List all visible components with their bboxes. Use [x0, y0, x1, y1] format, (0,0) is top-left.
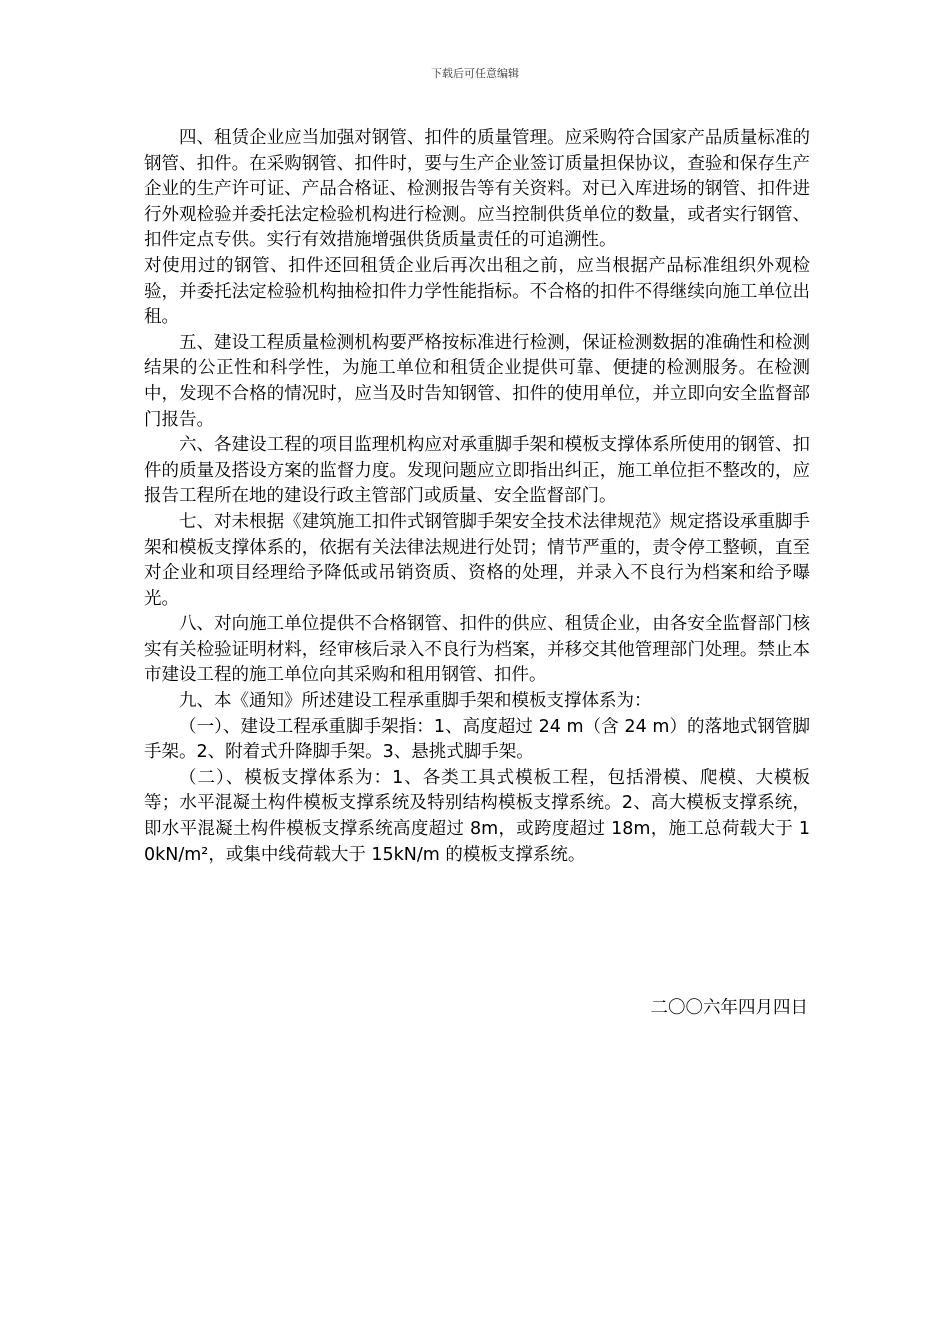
document-date: 二〇〇六年四月四日 — [650, 998, 808, 1018]
paragraph-4: 四、租赁企业应当加强对钢管、扣件的质量管理。应采购符合国家产品质量标准的钢管、扣件。在采购钢管、扣件时，要与生产企业签订质量担保协议，查验和保存生产企业的生产许可证、产品合格证、检测报告等有关资料。对已入库进场的钢管、扣件进行外观检验并委托法定检验机构进行检测。应当控制供货单位的数量，或者实行钢管、扣件定点专供。实行有效措施增强供货质量责任的可追溯性。 — [144, 128, 810, 251]
paragraph-5: 五、建设工程质量检测机构要严格按标准进行检测，保证检测数据的准确性和检测结果的公正性和科学性，为施工单位和租赁企业提供可靠、便捷的检测服务。在检测中，发现不合格的情况时，应当及时告知钢管、扣件的使用单位，并立即向安全监督部门报告。 — [144, 332, 810, 430]
paragraph-8: 八、对向施工单位提供不合格钢管、扣件的供应、租赁企业，由各安全监督部门核实有关检验证明材料，经审核后录入不良行为档案，并移交其他管理部门处理。禁止本市建设工程的施工单位向其采购和租用钢管、扣件。 — [144, 614, 810, 686]
page-header: 下载后可任意编辑 — [431, 67, 519, 80]
paragraph-9-item-2: （二）、模板支撑体系为：1、各类工具式模板工程，包括滑模、爬模、大模板等；水平混凝土构件模板支撑系统及特别结构模板支撑系统。2、高大模板支撑系统，即水平混凝土构件模板支撑系统高度超过 8m，或跨度超过 18m，施工总荷载大于 10kN/m²，或集中线荷载大于 15kN/m 的模板支撑系统。 — [144, 767, 810, 865]
paragraph-9-item-1: （一）、建设工程承重脚手架指：1、高度超过 24 m（含 24 m）的落地式钢管脚手架。2、附着式升降脚手架。3、悬挑式脚手架。 — [144, 716, 810, 763]
paragraph-9: 九、本《通知》所述建设工程承重脚手架和模板支撑体系为： — [179, 691, 652, 712]
paragraph-6: 六、各建设工程的项目监理机构应对承重脚手架和模板支撑体系所使用的钢管、扣件的质量及搭设方案的监督力度。发现问题应立即指出纠正，施工单位拒不整改的，应报告工程所在地的建设行政主管部门或质量、安全监督部门。 — [144, 435, 810, 507]
paragraph-7: 七、对未根据《建筑施工扣件式钢管脚手架安全技术法律规范》规定搭设承重脚手架和模板支撑体系的，依据有关法律法规进行处罚；情节严重的，责令停工整顿，直至对企业和项目经理给予降低或吊销资质、资格的处理，并录入不良行为档案和给予曝光。 — [144, 511, 810, 609]
paragraph-4-continued: 对使用过的钢管、扣件还回租赁企业后再次出租之前，应当根据产品标准组织外观检验，并委托法定检验机构抽检扣件力学性能指标。不合格的扣件不得继续向施工单位出租。 — [144, 255, 810, 328]
document-body — [144, 126, 810, 868]
